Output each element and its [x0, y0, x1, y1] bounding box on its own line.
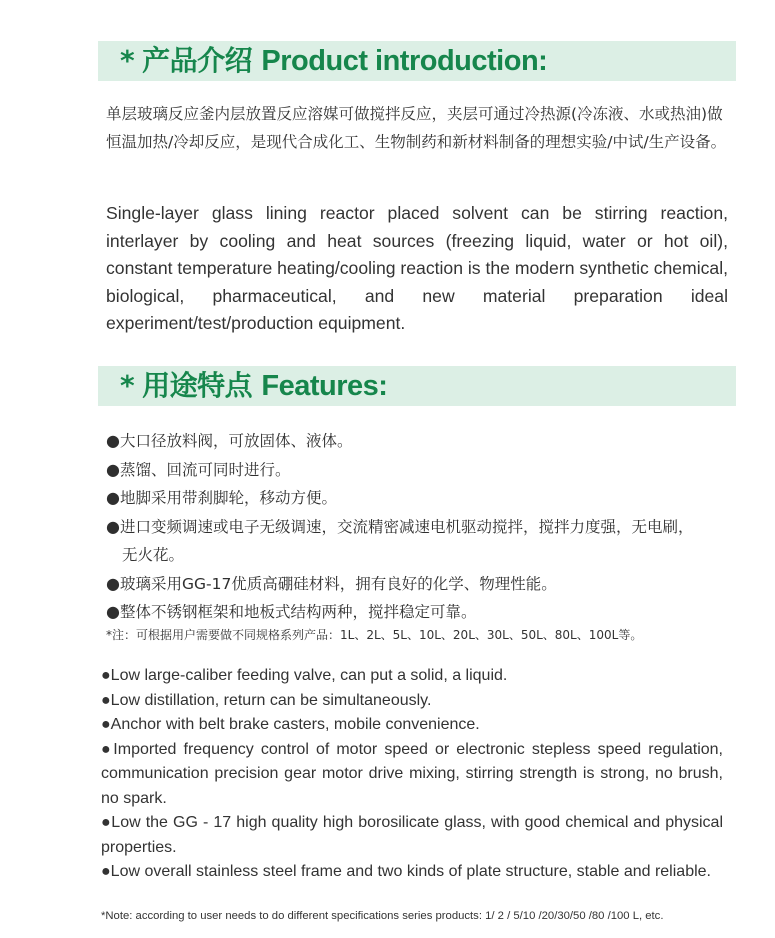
bullet-icon: ●	[101, 667, 111, 684]
bullet-icon: ●	[106, 516, 120, 536]
list-item	[106, 456, 730, 485]
features-header	[98, 366, 736, 406]
header-title-en: Product introduction:	[261, 45, 548, 77]
bullet-icon: ●	[101, 691, 111, 709]
list-item-text: Imported frequency control of motor speed or electronic stepless speed regulation, communication precision gear motor drive mixing, stirring strength is strong, no brush, no spark.	[101, 740, 723, 807]
list-item	[101, 713, 723, 738]
bullet-icon: ●	[101, 863, 111, 880]
list-item-text: 地脚采用带刹脚轮，移动方便。	[119, 489, 337, 507]
list-item	[106, 570, 730, 599]
features-list-en	[101, 664, 723, 885]
bullet-icon: ●	[106, 573, 120, 593]
note-zh: *注：可根据用户需要做不同规格系列产品：1L、2L、5L、10L、20L、30L、50L、80L、100L等。	[106, 628, 643, 642]
list-item	[101, 811, 723, 860]
note-en: *Note: according to user needs to do different specifications series products: 1/ 2 / 5/10 /20/30/50 /80 /100 L, etc.	[101, 910, 664, 922]
list-item-text: 整体不锈钢框架和地板式结构两种，搅拌稳定可靠。	[119, 603, 477, 621]
list-item-text: Low the GG - 17 high quality high borosilicate glass, with good chemical and physical properties.	[101, 814, 724, 856]
bullet-icon: ●	[106, 459, 120, 479]
bullet-icon: ●	[106, 602, 120, 621]
star-icon: *	[120, 369, 135, 402]
list-item	[101, 860, 723, 885]
bullet-icon: ●	[101, 814, 112, 831]
list-item	[101, 664, 723, 689]
list-item-text: Low distillation, return can be simultaneously.	[110, 691, 432, 709]
list-item-text: Low overall stainless steel frame and two kinds of plate structure, stable and reliable.	[110, 863, 711, 880]
list-item	[101, 738, 723, 812]
list-item-text: Low large-caliber feeding valve, can put a solid, a liquid.	[110, 667, 508, 684]
list-item-text: 进口变频调速或电子无级调速，交流精密减速电机驱动搅拌，搅拌力度强，无电刷，	[119, 517, 694, 536]
star-icon: *	[120, 44, 135, 77]
header-title-zh: 产品介绍	[142, 44, 253, 77]
list-item	[106, 513, 730, 570]
features-list-zh	[106, 427, 730, 627]
bullet-icon: ●	[106, 431, 120, 450]
list-item-text: 大口径放料阀，可放固体、液体。	[119, 432, 353, 450]
list-item-text: 蒸馏、回流可同时进行。	[119, 460, 291, 479]
header-title-zh: 用途特点	[142, 369, 253, 402]
bullet-icon: ●	[101, 716, 111, 733]
list-item-text: 玻璃采用GG-17优质高硼硅材料，拥有良好的化学、物理性能。	[119, 574, 557, 593]
header-title-en: Features:	[261, 370, 388, 402]
intro-paragraph-zh: 单层玻璃反应釜内层放置反应溶媒可做搅拌反应，夹层可通过冷热源(冷冻液、水或热油)做恒温加热/冷却反应，是现代合成化工、生物制药和新材料制备的理想实验/中试/生产设备。	[106, 105, 727, 151]
list-item-continuation: 无火花。	[122, 546, 185, 564]
bullet-icon: ●	[106, 488, 120, 507]
list-item	[101, 689, 723, 714]
intro-paragraph-en: Single-layer glass lining reactor placed solvent can be stirring reaction, interlayer by cooling and heat sources (freezing liquid, water or hot oil), constant temperature heating/cooling reaction is the modern synthetic chemical, biological, pharmaceutical, and new material preparation ideal experiment/test/production equipment.	[106, 203, 728, 333]
list-item	[106, 484, 730, 513]
list-item-text: Anchor with belt brake casters, mobile convenience.	[110, 716, 480, 733]
bullet-icon: ●	[101, 740, 114, 758]
list-item	[106, 427, 730, 456]
product-introduction-header	[98, 41, 736, 81]
list-item	[106, 598, 730, 627]
